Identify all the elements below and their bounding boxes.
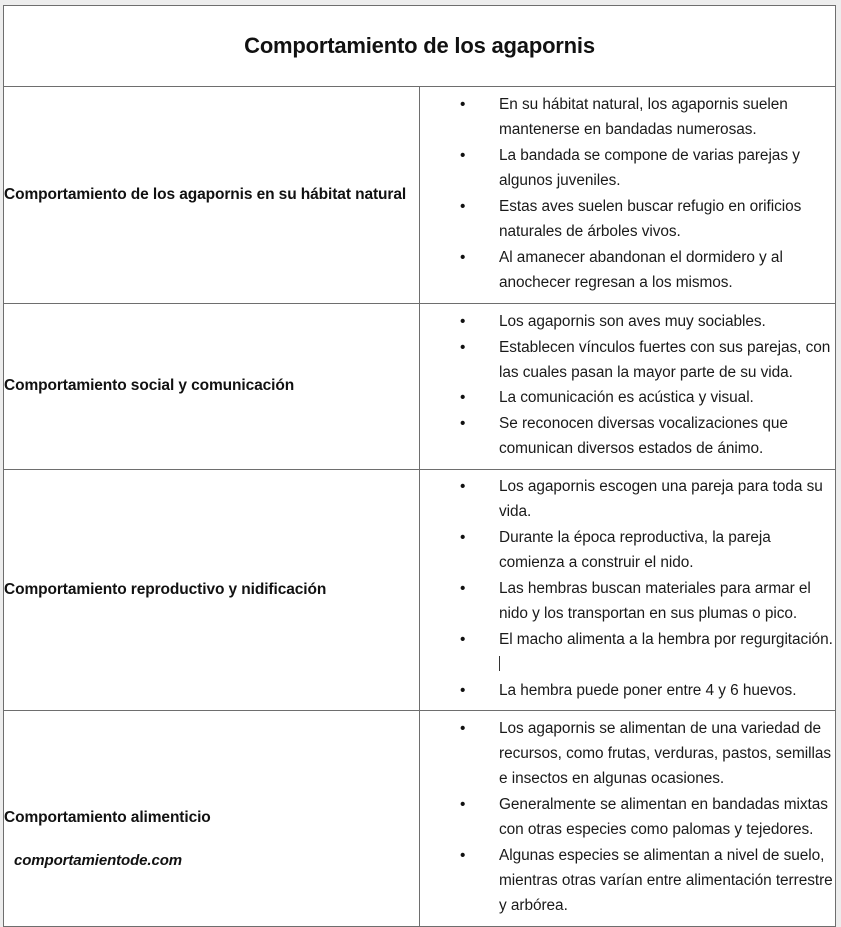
list-item (420, 195, 835, 245)
list-item-text: El macho alimenta a la hembra por regurgitación. (499, 631, 833, 649)
bullet-icon: • (460, 846, 466, 864)
bullet-icon: • (460, 580, 466, 598)
list-item-text: La bandada se compone de varias parejas y algunos juveniles. (499, 146, 800, 189)
detail-cell-social (420, 303, 836, 470)
bullet-list (420, 475, 835, 704)
list-item (420, 93, 835, 143)
category-cell-habitat (4, 87, 420, 304)
list-item (420, 386, 835, 411)
category-label: Comportamiento reproductivo y nidificación (4, 580, 327, 598)
bullet-icon: • (460, 631, 466, 649)
bullet-icon: • (460, 146, 466, 164)
bullet-list (420, 717, 835, 919)
list-item (420, 144, 835, 194)
bullet-icon: • (460, 96, 466, 113)
list-item (420, 246, 835, 296)
table-row (4, 87, 836, 304)
table-row (4, 470, 836, 711)
detail-cell-feeding (420, 710, 836, 926)
table-row (4, 303, 836, 470)
category-cell-reproduction (4, 470, 420, 711)
list-item-text: La comunicación es acústica y visual. (499, 389, 754, 407)
bullet-icon: • (460, 795, 466, 813)
list-item-text: Generalmente se alimentan en bandadas mixtas con otras especies como palomas y tejedores. (499, 795, 828, 838)
detail-cell-habitat (420, 87, 836, 304)
list-item-text: Se reconocen diversas vocalizaciones que comunican diversos estados de ánimo. (499, 415, 788, 458)
category-label: Comportamiento alimenticio (4, 809, 211, 826)
category-cell-feeding (4, 710, 420, 926)
bullet-icon: • (460, 197, 466, 215)
bullet-icon: • (460, 719, 466, 737)
list-item (420, 475, 835, 525)
behaviour-table (3, 5, 836, 927)
list-item-text: Los agapornis escogen una pareja para toda su vida. (499, 478, 823, 521)
bullet-icon: • (460, 681, 466, 699)
site-watermark: comportamientode.com (14, 852, 183, 869)
page-title: Comportamiento de los agapornis (244, 32, 595, 58)
list-item-text: Los agapornis se alimentan de una variedad de recursos, como frutas, verduras, pastos, semillas e insectos en algunas ocasiones. (499, 719, 831, 787)
list-item-text: Estas aves suelen buscar refugio en orificios naturales de árboles vivos. (499, 197, 802, 240)
list-item-text: Establecen vínculos fuertes con sus parejas, con las cuales pasan la mayor parte de su vida. (499, 338, 831, 381)
list-item (420, 310, 835, 335)
bullet-icon: • (460, 529, 466, 547)
bullet-icon: • (460, 478, 466, 496)
bullet-list (420, 93, 835, 296)
bullet-icon: • (460, 415, 466, 433)
list-item-text: Los agapornis son aves muy sociables. (499, 312, 766, 330)
list-item (420, 412, 835, 462)
category-label: Comportamiento de los agapornis en su hábitat natural (4, 185, 407, 203)
title-cell (4, 6, 836, 87)
category-cell-social (4, 303, 420, 470)
detail-cell-reproduction (420, 470, 836, 711)
list-item (420, 577, 835, 627)
list-item-text: Las hembras buscan materiales para armar el nido y los transportan en sus plumas o pico. (499, 580, 811, 623)
list-item-text: En su hábitat natural, los agapornis suelen mantenerse en bandadas numerosas. (499, 96, 788, 138)
list-item-text: Durante la época reproductiva, la pareja comienza a construir el nido. (499, 529, 771, 572)
list-item (420, 793, 835, 843)
list-item (420, 526, 835, 576)
list-item (420, 717, 835, 792)
list-item (420, 336, 835, 386)
list-item (420, 628, 835, 678)
list-item-text: Algunas especies se alimentan a nivel de suelo, mientras otras varían entre alimentación terrestre y arbórea. (499, 846, 833, 914)
text-cursor-caret (499, 656, 500, 671)
bullet-icon: • (460, 338, 466, 356)
bullet-list (420, 310, 835, 463)
bullet-icon: • (460, 312, 466, 330)
list-item-text: La hembra puede poner entre 4 y 6 huevos. (499, 681, 797, 699)
list-item (420, 679, 835, 704)
list-item-text: Al amanecer abandonan el dormidero y al anochecer regresan a los mismos. (499, 248, 783, 291)
table-row (4, 710, 836, 926)
table-body (4, 6, 836, 927)
category-label: Comportamiento social y comunicación (4, 377, 295, 395)
bullet-icon: • (460, 389, 466, 407)
list-item (420, 844, 835, 919)
table-title-row (4, 6, 836, 87)
bullet-icon: • (460, 248, 466, 266)
